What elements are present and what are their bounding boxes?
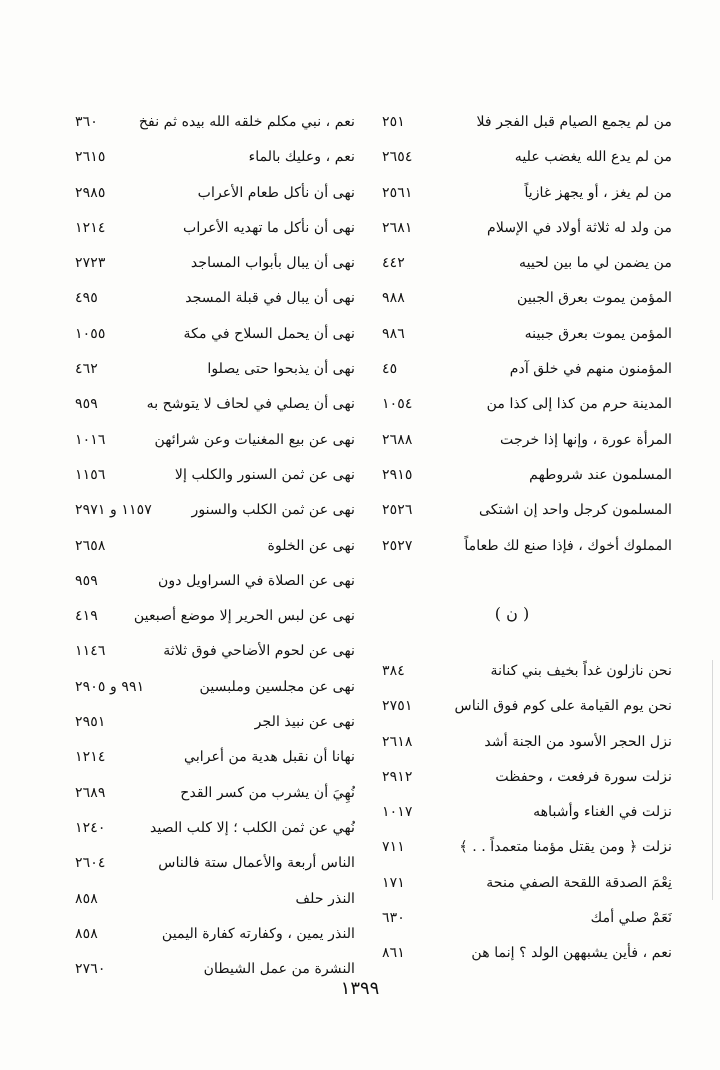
- entry-text: نهانا أن نقبل هدية من أعرابي: [184, 749, 355, 766]
- entry-number: ٢٦٨١: [382, 219, 413, 236]
- entry-number: ٩٥٩: [75, 572, 98, 589]
- entry-text: نهى أن يصلي في لحاف لا يتوشح به: [146, 396, 355, 413]
- entry-text: النذر يمين ، وكفارته كفارة اليمين: [161, 925, 355, 942]
- entry-number: ٨٥٨: [75, 890, 98, 907]
- index-entry: [75, 176, 355, 211]
- entry-number: ١٢٤٠: [75, 819, 106, 836]
- entry-number: ٩٨٨: [382, 290, 405, 307]
- entry-text: نَعَمْ صلي أمك: [590, 910, 672, 927]
- index-entry: [382, 281, 672, 316]
- entry-text: نهى أن يحمل السلاح في مكة: [183, 325, 355, 342]
- index-entry: [382, 176, 672, 211]
- entry-text: المسلمون كرجل واحد إن اشتكى: [478, 502, 672, 519]
- entry-text: نزلت في الغناء وأشباهه: [533, 804, 672, 821]
- index-entry: [382, 387, 672, 422]
- entry-number: ١١٥٧ و ٢٩٧١: [75, 502, 152, 519]
- entry-text: نهى عن الصلاة في السراويل دون: [157, 572, 355, 589]
- index-entry: [75, 634, 355, 669]
- entry-text: نهى عن لبس الحرير إلا موضع أصبعين: [133, 608, 355, 625]
- entry-text: نحن يوم القيامة على كوم فوق الناس: [454, 698, 672, 715]
- index-entry: [382, 901, 672, 936]
- index-entry: [75, 317, 355, 352]
- entry-text: نحن نازلون غداً بخيف بني كنانة: [490, 663, 672, 679]
- index-entry: [382, 529, 672, 564]
- entry-number: ٢٦١٥: [75, 149, 106, 166]
- entry-text: نعم ، فأين يشبههن الولد ؟ إنما هن: [471, 945, 672, 962]
- index-entry: [75, 493, 355, 528]
- entry-number: ١٠٥٥: [75, 325, 106, 342]
- entry-text: المدينة حرم من كذا إلى كذا من: [486, 396, 672, 413]
- entry-text: نُهي عن ثمن الكلب ؛ إلا كلب الصيد: [149, 819, 355, 836]
- entry-text: من لم يدع الله يغضب عليه: [514, 149, 672, 166]
- entry-number: ٨٦١: [382, 945, 405, 962]
- index-entry: [75, 670, 355, 705]
- index-entry: [382, 866, 672, 901]
- entry-number: ١٢١٤: [75, 219, 106, 236]
- entry-text: من ولد له ثلاثة أولاد في الإسلام: [487, 219, 672, 236]
- entry-text: المرأة عورة ، وإنها إذا خرجت: [500, 431, 672, 448]
- entry-number: ٢٧٥١: [382, 698, 413, 715]
- entry-text: نهى أن نأكل طعام الأعراب: [197, 184, 355, 201]
- entry-number: ٤٤٢: [382, 255, 405, 272]
- entry-text: الناس أربعة والأعمال ستة فالناس: [158, 855, 355, 872]
- index-entry: [382, 654, 672, 689]
- index-entry: [75, 458, 355, 493]
- entry-number: ٤١٩: [75, 608, 98, 625]
- index-entry: [382, 830, 672, 865]
- index-entry: [382, 352, 672, 387]
- entry-number: ٢٩٨٥: [75, 184, 106, 201]
- entry-number: ٢٩١٥: [382, 466, 413, 483]
- index-entry: [75, 882, 355, 917]
- entry-number: ٩٩١ و ٢٩٠٥: [75, 678, 145, 695]
- index-entry: [382, 423, 672, 458]
- entry-text: نهى أن نأكل ما تهديه الأعراب: [182, 219, 355, 236]
- section-heading-text: ( ن ): [494, 604, 530, 623]
- entry-number: ٢٧٢٣: [75, 255, 106, 272]
- entry-number: ٢٥٢٧: [382, 537, 413, 554]
- entry-text: نهى عن مجلسين وملبسين: [199, 678, 355, 695]
- entry-number: ٢٦٨٨: [382, 431, 413, 448]
- entry-number: ٤٦٢: [75, 361, 98, 378]
- entry-number: ١١٤٦: [75, 643, 106, 660]
- section-heading: [382, 604, 672, 623]
- index-entry: [75, 599, 355, 634]
- index-entry: [382, 105, 672, 140]
- entry-number: ٢٧٦٠: [75, 961, 106, 978]
- index-entry: [382, 140, 672, 175]
- entry-text: نعم ، نبي مكلم خلقه الله بيده ثم نفخ: [138, 114, 355, 130]
- entry-text: نهى أن يبال بأبواب المساجد: [190, 255, 355, 272]
- entry-number: ٢٦١٨: [382, 733, 413, 750]
- entry-text: من لم يغز ، أو يجهز غازياً: [524, 184, 672, 201]
- entry-number: ٢٦٨٩: [75, 784, 106, 801]
- entry-text: نعم ، وعليك بالماء: [248, 149, 355, 166]
- index-entry: [382, 246, 672, 281]
- index-entry: [382, 458, 672, 493]
- entry-number: ١١٥٦: [75, 466, 106, 483]
- entry-text: نهى عن بيع المغنيات وعن شرائهن: [154, 431, 355, 448]
- entry-number: ١٢١٤: [75, 749, 106, 766]
- entry-text: نهى عن نبيذ الجر: [254, 714, 355, 731]
- right-column-top: [382, 105, 672, 564]
- entry-number: ٣٦٠: [75, 114, 98, 130]
- entry-number: ١٧١: [382, 874, 405, 891]
- entry-number: ٢٥٢٦: [382, 502, 413, 519]
- entry-text: نهى عن لحوم الأضاحي فوق ثلاثة: [163, 643, 355, 660]
- entry-number: ١٠١٧: [382, 804, 413, 821]
- entry-text: المؤمن يموت بعرق الجبين: [517, 290, 672, 307]
- entry-number: ١٠١٦: [75, 431, 106, 448]
- index-entry: [75, 705, 355, 740]
- index-entry: [75, 246, 355, 281]
- entry-number: ٩٨٦: [382, 325, 405, 342]
- entry-number: ٢٩١٢: [382, 768, 413, 785]
- entry-text: نزلت ﴿ ومن يقتل مؤمنا متعمداً . . ﴾: [459, 839, 672, 856]
- entry-number: ٤٥: [382, 361, 398, 378]
- margin-rule: [712, 660, 713, 900]
- entry-text: نهى عن ثمن السنور والكلب إلا: [174, 466, 355, 483]
- entry-text: نُهِيَ أن يشرب من كسر القدح: [180, 784, 355, 801]
- entry-number: ٢٥٦١: [382, 184, 413, 201]
- index-entry: [75, 140, 355, 175]
- index-entry: [75, 211, 355, 246]
- entry-text: المؤمنون منهم في خلق آدم: [509, 361, 672, 378]
- entry-text: المؤمن يموت بعرق جبينه: [524, 325, 672, 342]
- index-entry: [75, 281, 355, 316]
- entry-text: نزلت سورة فرفعت ، وحفظت: [495, 768, 672, 785]
- entry-text: نزل الحجر الأسود من الجنة أشد: [484, 733, 672, 750]
- page-number: ١٣٩٩: [340, 978, 380, 999]
- entry-text: نِعْمَ الصدقة اللقحة الصفي منحة: [486, 874, 672, 891]
- entry-number: ٢٦٥٤: [382, 149, 413, 166]
- entry-number: ٦٣٠: [382, 910, 405, 927]
- entry-number: ٩٥٩: [75, 396, 98, 413]
- entry-text: النذر حلف: [295, 890, 355, 907]
- index-entry: [382, 689, 672, 724]
- index-entry: [382, 795, 672, 830]
- index-entry: [75, 917, 355, 952]
- index-entry: [75, 387, 355, 422]
- entry-number: ٢٥١: [382, 114, 405, 130]
- entry-text: نهى عن الخلوة: [267, 537, 355, 554]
- index-entry: [75, 776, 355, 811]
- entry-number: ٧١١: [382, 839, 405, 856]
- entry-number: ٢٦٠٤: [75, 855, 106, 872]
- entry-text: نهى أن يذبحوا حتى يصلوا: [207, 361, 355, 378]
- right-column-bottom: [382, 654, 672, 972]
- index-entry: [75, 352, 355, 387]
- index-entry: [382, 493, 672, 528]
- index-entry: [75, 564, 355, 599]
- entry-text: نهى عن ثمن الكلب والسنور: [191, 502, 355, 519]
- index-entry: [382, 936, 672, 971]
- left-column: [75, 105, 355, 987]
- entry-text: المسلمون عند شروطهم: [529, 466, 672, 483]
- index-entry: [75, 846, 355, 881]
- entry-number: ٢٩٥١: [75, 714, 106, 731]
- index-entry: [382, 725, 672, 760]
- entry-number: ١٠٥٤: [382, 396, 413, 413]
- entry-text: من لم يجمع الصيام قبل الفجر فلا: [476, 114, 672, 130]
- index-entry: [382, 760, 672, 795]
- index-entry: [75, 529, 355, 564]
- entry-text: من يضمن لي ما بين لحييه: [519, 255, 672, 272]
- entry-number: ٤٩٥: [75, 290, 98, 307]
- entry-number: ٨٥٨: [75, 925, 98, 942]
- index-entry: [75, 740, 355, 775]
- entry-text: نهى أن يبال في قبلة المسجد: [185, 290, 355, 307]
- entry-text: المملوك أخوك ، فإذا صنع لك طعاماً: [464, 537, 672, 554]
- entry-text: النشرة من عمل الشيطان: [203, 961, 355, 978]
- index-entry: [382, 211, 672, 246]
- index-entry: [75, 105, 355, 140]
- index-entry: [75, 423, 355, 458]
- index-entry: [75, 811, 355, 846]
- entry-number: ٣٨٤: [382, 663, 405, 679]
- entry-number: ٢٦٥٨: [75, 537, 106, 554]
- index-entry: [382, 317, 672, 352]
